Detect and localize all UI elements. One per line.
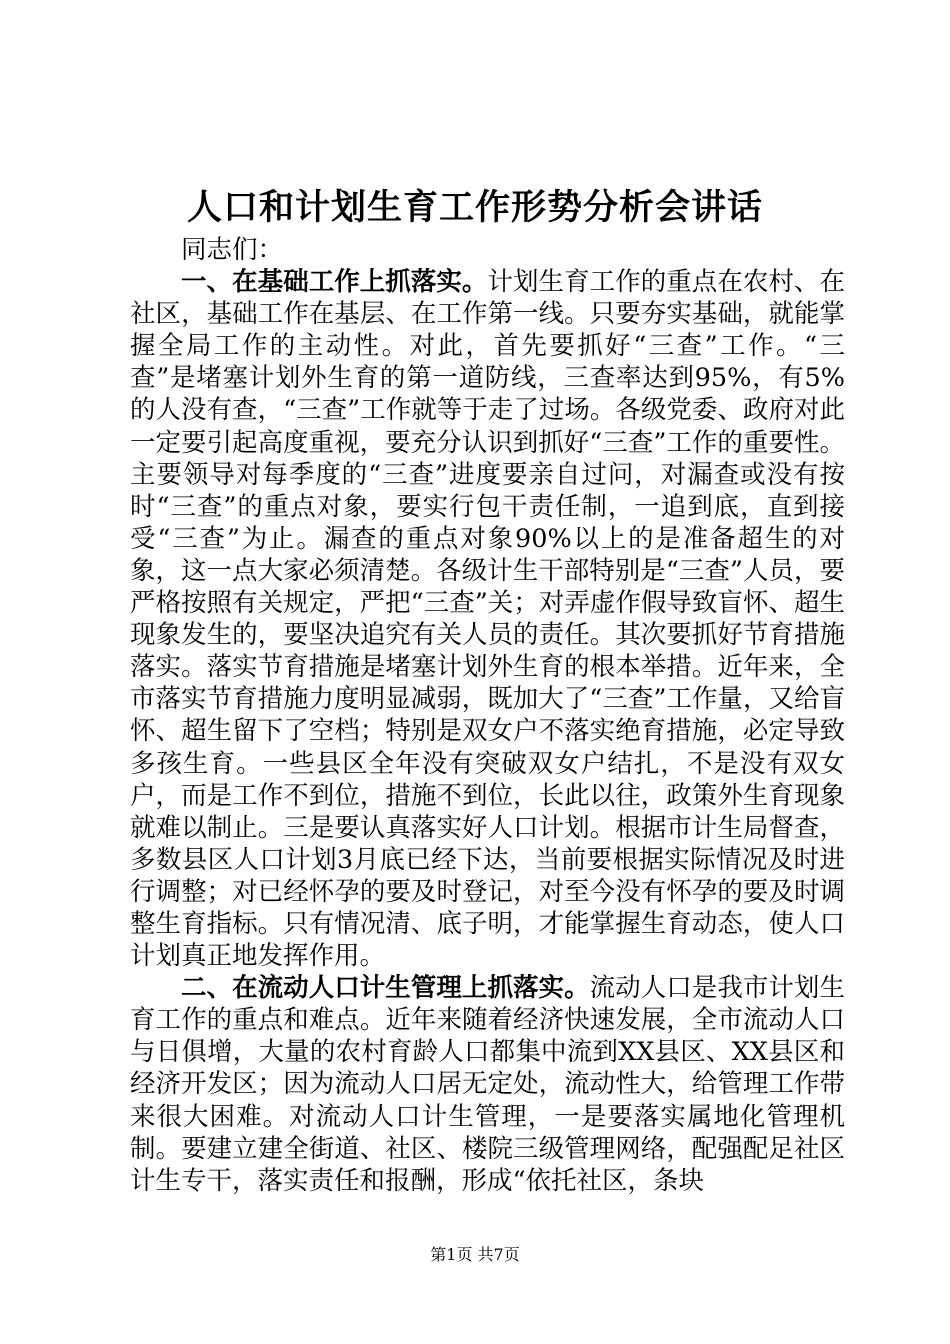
section-2-paragraph: [130, 972, 845, 1197]
salutation: 同志们：: [181, 235, 284, 265]
section-1-heading: 一、在基础工作上抓落实。: [181, 267, 488, 298]
page-footer: 第1页 共7页: [430, 1245, 520, 1264]
section-1-text: 计划生育工作的重点在农村、在社区，基础工作在基层、在工作第一线。只要夯实基础，就能掌握全局工作的主动性。对此，首先要抓好“三查”工作。“三查”是堵塞计划外生育的第一道防线，三查率达到95%，有5%的人没有查，“三查”工作就等于走了过场。各级党委、政府对此一定要引起高度重视，要充分认识到抓好“三查”工作的重要性。主要领导对每季度的“三查”进度要亲自过问，对漏查或没有按时“三查”的重点对象，要实行包干责任制，一追到底，直到接受“三查”为止。漏查的重点对象90%以上的是准备超生的对象，这一点大家必须清楚。各级计生干部特别是“三查”人员，要严格按照有关规定，严把“三查”关；对弄虚作假导致盲怀、超生现象发生的，要坚决追究有关人员的责任。其次要抓好节育措施落实。落实节育措施是堵塞计划外生育的根本举措。近年来，全市落实节育措施力度明显减弱，既加大了“三查”工作量，又给盲怀、超生留下了空档；特别是双女户不落实绝育措施，必定导致多孩生育。一些县区全年没有突破双女户结扎，不是没有双女户，而是工作不到位，措施不到位，长此以往，政策外生育现象就难以制止。三是要认真落实好人口计划。根据市计生局督查，多数县区人口计划3月底已经下达，当前要根据实际情况及时进行调整；对已经怀孕的要及时登记，对至今没有怀孕的要及时调整生育指标。只有情况清、底子明，才能掌握生育动态，使人口计划真正地发挥作用。: [130, 267, 845, 972]
section-1-paragraph: [130, 266, 845, 972]
document-title: 人口和计划生育工作形势分析会讲话: [186, 187, 763, 228]
document-body: [130, 234, 845, 1197]
section-2-heading: 二、在流动人口计生管理上抓落实。: [181, 973, 590, 1004]
section-2-text: 流动人口是我市计划生育工作的重点和难点。近年来随着经济快速发展，全市流动人口与日俱增，大量的农村育龄人口都集中流到XX县区、XX县区和经济开发区；因为流动人口居无定处，流动性大，给管理工作带来很大困难。对流动人口计生管理，一是要落实属地化管理机制。要建立建全街道、社区、楼院三级管理网络，配强配足社区计生专干，落实责任和报酬，形成“依托社区，条块: [130, 973, 845, 1196]
